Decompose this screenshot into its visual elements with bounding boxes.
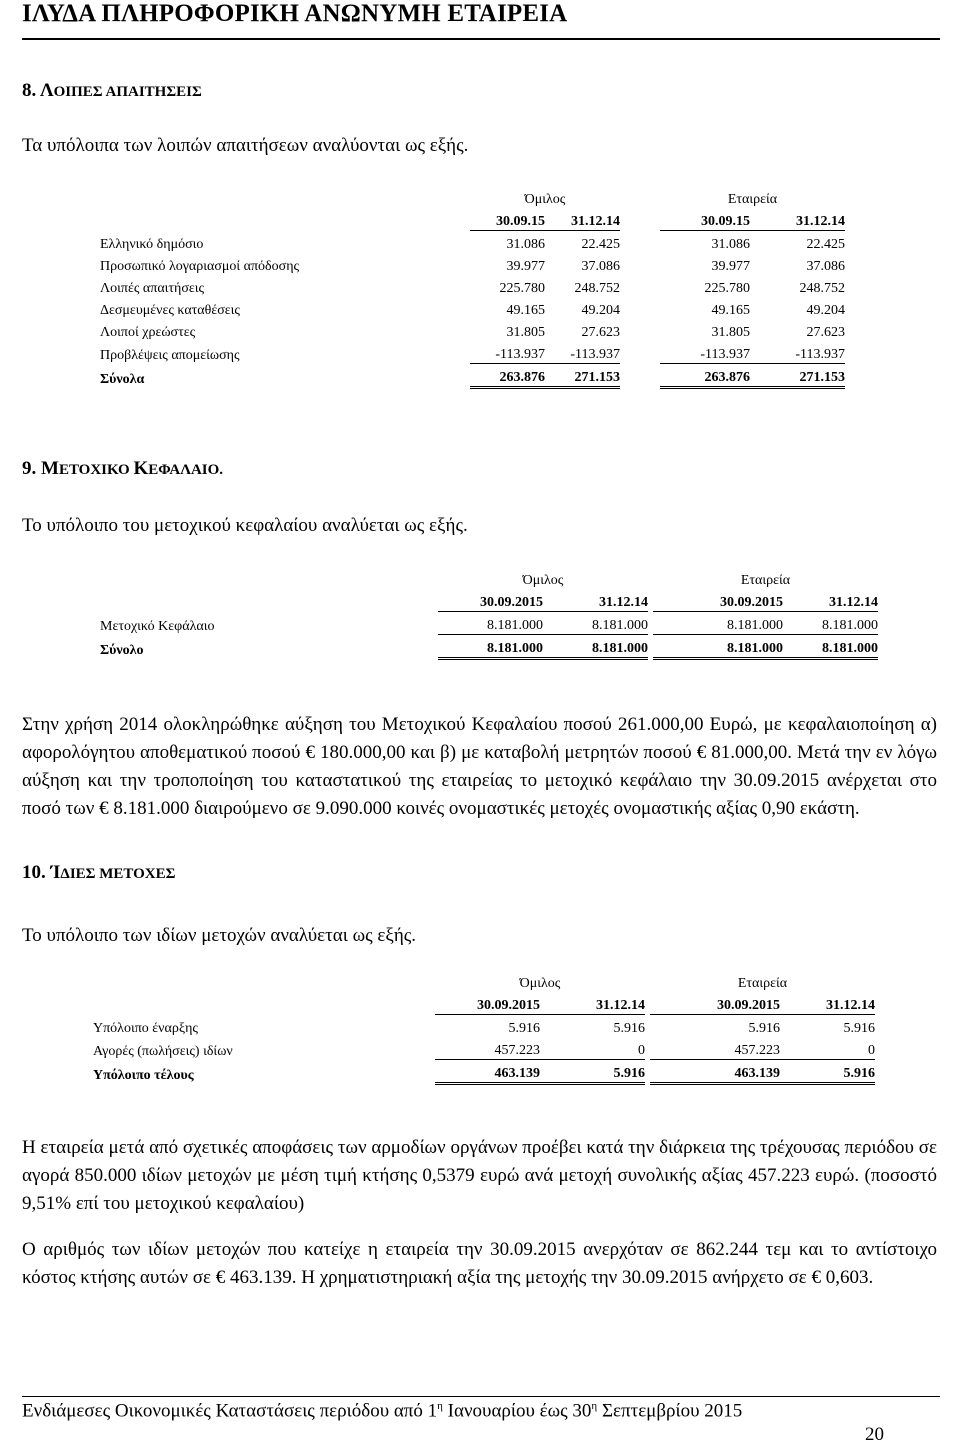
cell-value: 457.223 (435, 1037, 540, 1060)
section-9-number: 9. (22, 458, 37, 479)
cell-value: 5.916 (508, 1021, 540, 1036)
cell-value: 39.977 (711, 259, 750, 274)
section-9-title (22, 458, 223, 480)
row-label: Λοιποί χρεώστες (100, 325, 196, 340)
cell-value: 5.916 (748, 1021, 780, 1036)
cell-value: 31.086 (506, 237, 545, 252)
footer-text-part: Ιανουαρίου έως 30 (442, 1400, 592, 1422)
table-row (100, 297, 845, 319)
row-label: Προβλέψεις απομείωσης (100, 347, 240, 363)
cell-value: -113.937 (750, 341, 845, 364)
total-row (100, 635, 878, 659)
row-label: Αγορές (πωλήσεις) ιδίων (93, 1043, 233, 1059)
date-header: 30.09.15 (470, 208, 545, 231)
cell-value: 248.752 (799, 281, 845, 296)
date-header: 31.12.14 (543, 589, 648, 612)
total-label: Σύνολο (100, 642, 144, 658)
total-value: 8.181.000 (543, 635, 648, 659)
total-value: 5.916 (540, 1060, 645, 1084)
cell-value: -113.937 (660, 341, 750, 364)
company-header: ΙΛΥΔΑ ΠΛΗΡΟΦΟΡΙΚΗ ΑΝΩΝΥΜΗ ΕΤΑΙΡΕΙΑ (22, 0, 568, 27)
footer-superscript: η (591, 1400, 598, 1412)
section-9-title-part: Κ (133, 458, 149, 479)
cell-value: -113.937 (470, 341, 545, 364)
total-value: 8.181.000 (653, 635, 783, 659)
table-row (100, 231, 845, 254)
section-8-intro: Τα υπόλοιπα των λοιπών απαιτήσεων αναλύονται ως εξής. (22, 135, 469, 156)
section-10-title (22, 862, 175, 884)
group-header-group: Όμιλος (519, 976, 561, 991)
row-label: Λοιπές απαιτήσεις (100, 281, 205, 296)
cell-value: 49.165 (711, 303, 750, 318)
section-10-paragraph-2: Ο αριθμός των ιδίων μετοχών που κατείχε η εταιρεία την 30.09.2015 ανερχόταν σε 862.244 τεμ και το αντίστοιχο κόστος κτήσης αυτών σε € 463.139. Η χρηματιστηριακή αξία της μετοχής την 30.09.2015 ανήρχετο σε € 0,603. (22, 1239, 937, 1288)
group-header-group: Όμιλος (522, 573, 564, 588)
group-header-company: Εταιρεία (740, 573, 791, 588)
date-header: 30.09.15 (660, 208, 750, 231)
share-capital-table (100, 567, 878, 660)
other-receivables-table (100, 186, 845, 389)
page-number: 20 (865, 1424, 884, 1445)
treasury-shares-table (93, 970, 875, 1085)
cell-value: 39.977 (506, 259, 545, 274)
date-header: 30.09.2015 (650, 992, 780, 1015)
group-header-group: Όμιλος (524, 192, 566, 207)
date-header: 30.09.2015 (435, 992, 540, 1015)
footer-text-part: Σεπτεμβρίου 2015 (597, 1400, 743, 1422)
cell-value: 27.623 (806, 325, 845, 340)
cell-value: 8.181.000 (783, 612, 878, 635)
footer-text-part: Ενδιάμεσες Οικονομικές Καταστάσεις περιόδου από 1 (22, 1400, 438, 1422)
total-value: 271.153 (750, 364, 845, 388)
row-label: Υπόλοιπο έναρξης (93, 1021, 198, 1036)
date-header: 31.12.14 (540, 992, 645, 1015)
row-label: Προσωπικό λογαριασμοί απόδοσης (100, 259, 300, 274)
section-8-title-first: Λ (39, 80, 54, 101)
section-10-number: 10. (22, 862, 46, 883)
total-value: 263.876 (470, 364, 545, 388)
section-9-title-part: Μ (41, 458, 59, 479)
cell-value: 22.425 (806, 237, 845, 252)
section-10-paragraph-1: Η εταιρεία μετά από σχετικές αποφάσεις των αρμοδίων οργάνων προέβει κατά την διάρκεια της τρέχουσας περιόδου σε αγορά 850.000 ιδίων μετοχών με μέση τιμή κτήσης 0,5379 ευρώ ανά μετοχή συνολικής αξίας 457.223 ευρώ. (ποσοστό 9,51% επί του μετοχικού κεφαλαίου) (22, 1137, 937, 1214)
section-9-title-part: ΕΤΟΧΙΚΟ (58, 462, 134, 478)
date-header: 30.09.2015 (653, 589, 783, 612)
table-row (93, 1037, 875, 1060)
cell-value: 22.425 (581, 237, 620, 252)
cell-value: 27.623 (581, 325, 620, 340)
cell-value: 37.086 (806, 259, 845, 274)
cell-value: 49.204 (581, 303, 620, 318)
total-value: 8.181.000 (783, 635, 878, 659)
cell-value: 8.181.000 (438, 612, 543, 635)
group-header-company: Εταιρεία (737, 976, 788, 991)
footer-rule (22, 1396, 940, 1397)
footer-text (22, 1400, 742, 1422)
cell-value: 5.916 (843, 1021, 875, 1036)
total-value: 263.876 (660, 364, 750, 388)
cell-value: 37.086 (581, 259, 620, 274)
cell-value: 8.181.000 (653, 612, 783, 635)
date-header: 31.12.14 (783, 589, 878, 612)
table-row (100, 319, 845, 341)
cell-value: 0 (540, 1037, 645, 1060)
section-10-title-first: Ί (50, 862, 61, 883)
cell-value: -113.937 (545, 341, 620, 364)
section-10-title-rest: ΔΙΕΣ ΜΕΤΟΧΕΣ (60, 866, 176, 882)
section-9-title-part: ΕΦΑΛΑΙΟ. (148, 462, 224, 478)
cell-value: 31.805 (506, 325, 545, 340)
row-label: Δεσμευμένες καταθέσεις (100, 303, 240, 318)
section-8-title (22, 80, 202, 102)
section-10-intro: Το υπόλοιπο των ιδίων μετοχών αναλύεται ως εξής. (22, 925, 417, 946)
row-label: Μετοχικό Κεφάλαιο (100, 618, 215, 634)
total-value: 5.916 (780, 1060, 875, 1084)
group-header-company: Εταιρεία (727, 192, 778, 207)
footer-superscript: η (437, 1400, 443, 1412)
total-label: Σύνολα (100, 371, 145, 387)
total-value: 271.153 (545, 364, 620, 388)
row-label: Ελληνικό δημόσιο (100, 237, 204, 252)
date-header: 31.12.14 (750, 208, 845, 231)
cell-value: 31.805 (711, 325, 750, 340)
section-9-intro: Το υπόλοιπο του μετοχικού κεφαλαίου αναλύεται ως εξής. (22, 515, 468, 536)
cell-value: 248.752 (574, 281, 620, 296)
total-label: Υπόλοιπο τέλους (93, 1067, 194, 1083)
cell-value: 49.204 (806, 303, 845, 318)
date-header: 30.09.2015 (438, 589, 543, 612)
cell-value: 225.780 (499, 281, 545, 296)
total-value: 463.139 (650, 1060, 780, 1084)
table-row (93, 1015, 875, 1038)
header-rule (22, 38, 940, 40)
table-row (100, 612, 878, 635)
cell-value: 31.086 (711, 237, 750, 252)
date-header: 31.12.14 (780, 992, 875, 1015)
cell-value: 8.181.000 (543, 612, 648, 635)
table-row (100, 275, 845, 297)
total-value: 463.139 (435, 1060, 540, 1084)
section-8-title-rest: ΟΙΠΕΣ ΑΠΑΙΤΗΣΕΙΣ (53, 84, 202, 100)
cell-value: 457.223 (650, 1037, 780, 1060)
date-header: 31.12.14 (545, 208, 620, 231)
total-row (93, 1060, 875, 1084)
cell-value: 0 (780, 1037, 875, 1060)
section-8-number: 8. (22, 80, 37, 101)
table-row (100, 341, 845, 364)
section-9-paragraph: Στην χρήση 2014 ολοκληρώθηκε αύξηση του Μετοχικού Κεφαλαίου ποσού 261.000,00 Ευρώ, με κεφαλαιοποίηση α) αφορολόγητου αποθεματικού ποσού € 180.000,00 και β) με καταβολή μετρητών ποσού € 81.000,00. Μετά την εν λόγω αύξηση και την τροποποίηση του καταστατικού της εταιρείας το μετοχικό κεφάλαιο την 30.09.2015 ανέρχεται στο ποσό των € 8.181.000 διαιρούμενο σε 9.090.000 κοινές ονομαστικές μετοχές ονομαστικής αξίας 0,90 εκάστη. (22, 714, 937, 819)
table-row (100, 253, 845, 275)
cell-value: 225.780 (704, 281, 750, 296)
total-row (100, 364, 845, 388)
total-value: 8.181.000 (438, 635, 543, 659)
cell-value: 49.165 (506, 303, 545, 318)
cell-value: 5.916 (613, 1021, 645, 1036)
